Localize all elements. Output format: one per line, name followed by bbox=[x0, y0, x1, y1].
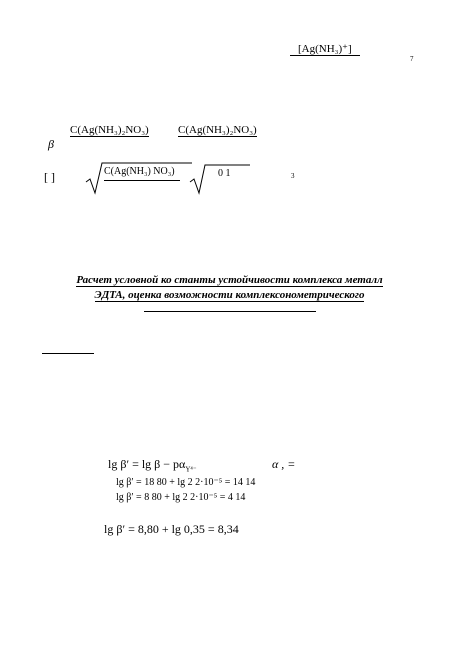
root-inner-1: C(Ag(NH₃) NO₃) bbox=[104, 166, 175, 177]
equation-1: $\lg \beta' = \lg \beta - p\alpha_{Y^{4-}}$ bbox=[108, 457, 197, 474]
short-rule bbox=[42, 353, 94, 354]
beta-symbol: β bbox=[48, 137, 54, 151]
equation-4: lg β′ = 8,80 + lg 0,35 = 8,34 bbox=[104, 522, 239, 536]
beta-numerator-2: C(Ag(NH₃)₂NO₃) bbox=[178, 124, 257, 136]
top-formula-number: 7 bbox=[410, 55, 414, 63]
equation-1-alpha: α , = bbox=[272, 457, 296, 471]
top-formula: [Ag(NH₃)⁺] bbox=[290, 42, 360, 56]
equation-2: lg β′ = 18 80 + lg 2 2·10⁻⁵ = 14 14 bbox=[116, 477, 256, 488]
bracket-expression: [ ] bbox=[44, 170, 55, 184]
heading-rule bbox=[144, 311, 316, 312]
bracket-line-number: 3 bbox=[291, 172, 295, 180]
heading-line-1: Расчет условной ко станты устойчивости комплекса металл bbox=[76, 274, 383, 286]
equation-3: lg β′ = 8 80 + lg 2 2·10⁻⁵ = 4 14 bbox=[116, 492, 246, 503]
root-value: 0 1 bbox=[218, 168, 231, 179]
heading-line-2: ЭДТА, оценка возможности комплексонометрического bbox=[94, 289, 365, 301]
root-inner-1-line bbox=[104, 180, 180, 181]
beta-numerator-1: C(Ag(NH₃)₂NO₃) bbox=[70, 124, 149, 136]
